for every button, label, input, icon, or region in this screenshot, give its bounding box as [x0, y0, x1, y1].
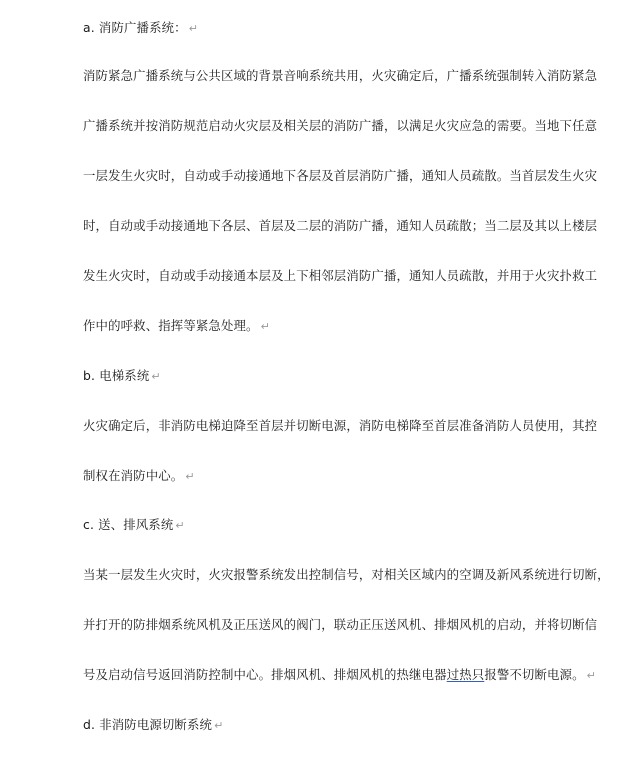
- section-c-line-2: 并打开的防排烟系统风机及正压送风的阀门，联动正压送风机、排烟风机的启动，并将切断信: [83, 617, 598, 632]
- paragraph-mark-icon: ↵: [185, 470, 195, 483]
- section-a-line-2: 广播系统并按消防规范启动火灾层及相关层的消防广播，以满足火灾应急的需要。当地下任意: [83, 118, 598, 133]
- section-b-line-2: [83, 468, 603, 485]
- section-b-line-2-text: 制权在消防中心。: [83, 468, 184, 483]
- paragraph-mark-icon: ↵: [586, 669, 597, 682]
- paragraph-mark-icon: ↵: [188, 22, 199, 35]
- section-a-line-5: 发生火灾时，自动或手动接通本层及上下相邻层消防广播，通知人员疏散，并用于火灾扑救工: [83, 268, 598, 283]
- section-b-heading: [83, 368, 603, 385]
- section-c-heading: [83, 517, 603, 534]
- section-a-line-4: 时，自动或手动接通地下各层、首层及二层的消防广播，通知人员疏散；当二层及其以上楼层: [83, 218, 598, 233]
- section-a-line-1: 消防紧急广播系统与公共区域的背景音响系统共用，火灾确定后，广播系统强制转入消防紧急: [83, 68, 598, 83]
- section-a-line-6-text: 作中的呼救、指挥等紧急处理。: [83, 318, 259, 333]
- section-b-heading-text: b. 电梯系统: [83, 368, 150, 383]
- section-a-line-3: 一层发生火灾时，自动或手动接通地下各层及首层消防广播，通知人员疏散。当首层发生火灾: [83, 168, 598, 183]
- section-c-heading-text: c. 送、排风系统: [83, 517, 174, 532]
- paragraph-mark-icon: ↵: [214, 719, 224, 732]
- section-c-line-3-after: 报警不切断电源。: [484, 667, 585, 682]
- section-a-heading-text: a. 消防广播系统：: [83, 20, 187, 35]
- paragraph-mark-icon: ↵: [175, 519, 185, 532]
- section-a-heading: [83, 20, 603, 37]
- spellcheck-underlined-text: 过热只: [446, 667, 485, 682]
- section-c-line-1: 当某一层发生火灾时，火灾报警系统发出控制信号，对相关区域内的空调及新风系统进行切断，: [83, 567, 610, 582]
- section-b-line-1: 火灾确定后，非消防电梯迫降至首层并切断电源，消防电梯降至首层准备消防人员使用，其控: [83, 418, 598, 433]
- section-c-line-3-before: 号及启动信号返回消防控制中心。排烟风机、排烟风机的热继电器: [83, 667, 447, 682]
- paragraph-mark-icon: ↵: [151, 370, 161, 383]
- section-a-line-6: [83, 318, 603, 335]
- paragraph-mark-icon: ↵: [260, 320, 270, 333]
- section-c-line-3: [83, 667, 603, 684]
- section-d-heading: [83, 717, 603, 734]
- section-d-heading-text: d. 非消防电源切断系统: [83, 717, 213, 732]
